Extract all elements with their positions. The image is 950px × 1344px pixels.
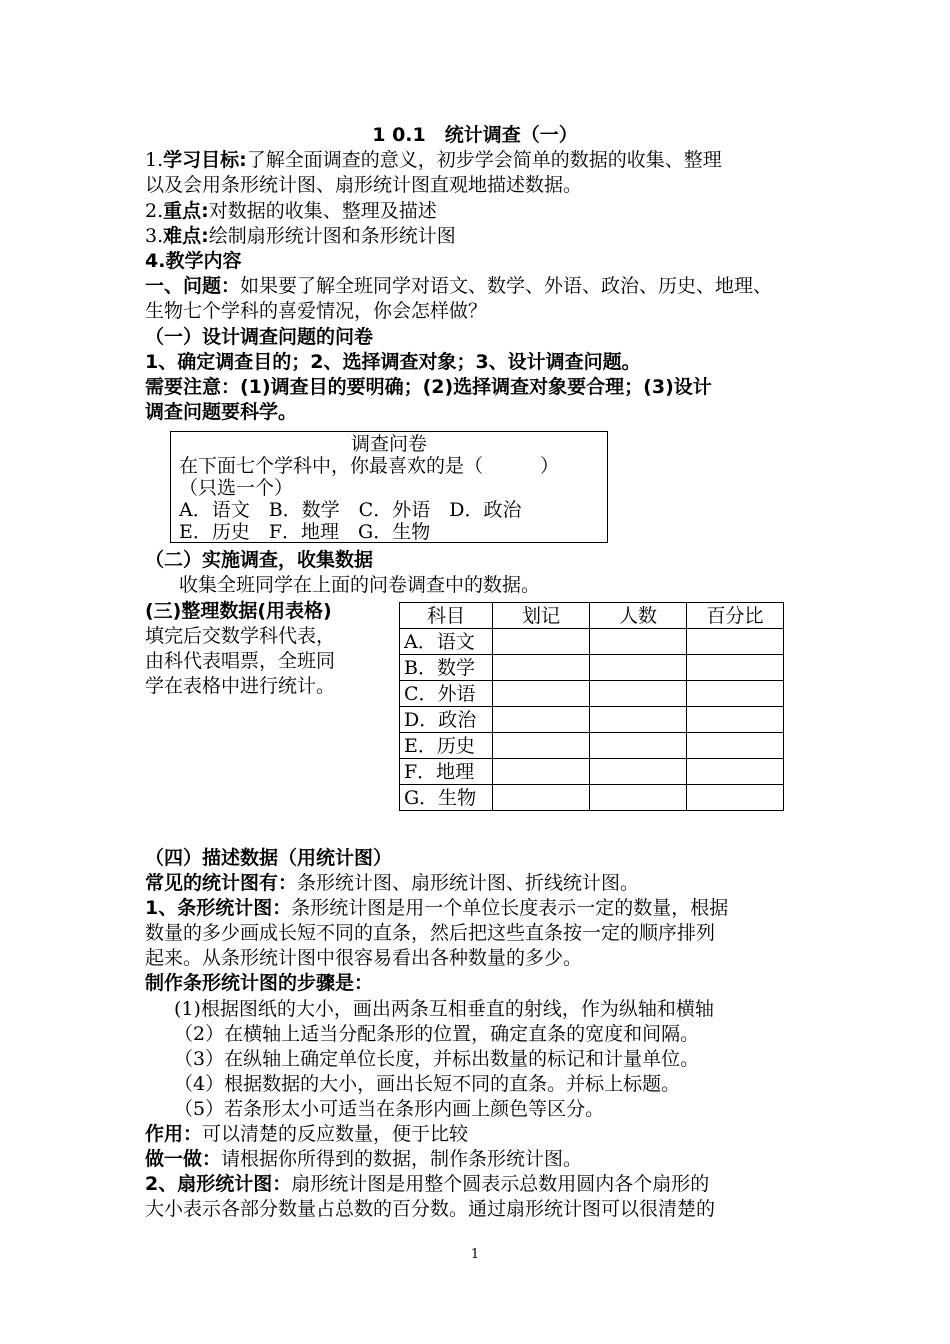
- step-item-5: （5）若条形太小可适当在条形内画上颜色等区分。: [174, 1098, 605, 1120]
- table-row: [400, 759, 784, 785]
- questionnaire-box: [170, 431, 608, 543]
- row-subject: F．地理: [400, 759, 493, 785]
- table-header-row: [400, 603, 784, 629]
- use-label: 作用：: [145, 1123, 203, 1145]
- section1-heading: （一）设计调查问题的问卷: [145, 326, 374, 348]
- percent-cell: [687, 707, 784, 733]
- percent-cell: [687, 785, 784, 811]
- problem-text-1: 如果要了解全班同学对语文、数学、外语、政治、历史、地理、: [240, 275, 773, 297]
- header-percent: 百分比: [687, 603, 784, 629]
- bar-chart-line-1: [145, 896, 728, 921]
- count-cell: [590, 629, 687, 655]
- key-point-text: 对数据的收集、整理及描述: [208, 200, 437, 222]
- percent-cell: [687, 759, 784, 785]
- step-item-1: (1)根据图纸的大小，画出两条互相垂直的射线，作为纵轴和横轴: [174, 998, 714, 1020]
- header-subject: 科目: [400, 603, 493, 629]
- count-cell: [590, 655, 687, 681]
- page-number: 1: [470, 1247, 480, 1262]
- section3-text-1: 填完后交数学科代表，: [145, 625, 336, 647]
- table-row: [400, 707, 784, 733]
- objective-text-1: 了解全面调查的意义，初步学会简单的数据的收集、整理: [246, 149, 722, 171]
- table-row: [400, 785, 784, 811]
- tally-cell: [493, 629, 590, 655]
- content-heading: 4.教学内容: [145, 250, 242, 272]
- row-subject: B．数学: [400, 655, 493, 681]
- common-charts-text: 条形统计图、扇形统计图、折线统计图。: [297, 872, 640, 894]
- questionnaire-hint: （只选一个）: [179, 477, 294, 499]
- bar-chart-text-1: 条形统计图是用一个单位长度表示一定的数量，根据: [291, 897, 729, 919]
- bar-chart-label: 1、条形统计图：: [145, 897, 292, 919]
- objective-label: 学习目标:: [163, 149, 247, 171]
- pie-chart-line-1: [145, 1172, 709, 1197]
- count-cell: [590, 707, 687, 733]
- section1-steps: 1、确定调查目的；2、选择调查对象；3、设计调查问题。: [145, 351, 641, 373]
- common-charts-label: 常见的统计图有：: [145, 872, 298, 894]
- objective-line-2: 以及会用条形统计图、扇形统计图直观地描述数据。: [145, 174, 583, 196]
- difficulty-text: 绘制扇形统计图和条形统计图: [208, 225, 456, 247]
- pie-chart-text-1: 扇形统计图是用整个圆表示总数用圆内各个扇形的: [291, 1173, 710, 1195]
- try-line: [145, 1147, 582, 1172]
- objective-line-1: [145, 148, 722, 173]
- percent-cell: [687, 655, 784, 681]
- count-cell: [590, 681, 687, 707]
- tally-cell: [493, 759, 590, 785]
- use-text: 可以清楚的反应数量，便于比较: [202, 1123, 469, 1145]
- percent-cell: [687, 681, 784, 707]
- header-count: 人数: [590, 603, 687, 629]
- problem-line-2: 生物七个学科的喜爱情况，你会怎样做？: [145, 300, 488, 322]
- section3-heading: (三)整理数据(用表格): [145, 600, 332, 622]
- problem-label: 一、问题：: [145, 275, 241, 297]
- table-row: [400, 629, 784, 655]
- try-text: 请根据你所得到的数据，制作条形统计图。: [221, 1148, 583, 1170]
- bar-chart-line-3: 起来。从条形统计图中很容易看出各种数量的多少。: [145, 947, 583, 969]
- step-item-2: （2）在横轴上适当分配条形的位置，确定直条的宽度和间隔。: [174, 1023, 700, 1045]
- difficulty-prefix: 3.: [145, 225, 164, 247]
- page-title: 1 0.1 统计调查（一）: [372, 124, 578, 146]
- questionnaire-options-row-2: E．历史 F．地理 G．生物: [179, 521, 431, 543]
- key-point-label: 重点:: [163, 200, 209, 222]
- section3-text-3: 学在表格中进行统计。: [145, 675, 336, 697]
- tally-cell: [493, 681, 590, 707]
- header-tally: 划记: [493, 603, 590, 629]
- row-subject: G．生物: [400, 785, 493, 811]
- use-line: [145, 1122, 468, 1147]
- table-row: [400, 681, 784, 707]
- row-subject: C．外语: [400, 681, 493, 707]
- tally-table: [399, 602, 784, 811]
- section1-note-1: 需要注意：(1)调查目的要明确；(2)选择调查对象要合理；(3)设计: [145, 376, 712, 398]
- pie-chart-label: 2、扇形统计图：: [145, 1173, 292, 1195]
- section2-heading: （二）实施调查，收集数据: [145, 549, 374, 571]
- questionnaire-question: 在下面七个学科中，你最喜欢的是（ ）: [179, 455, 560, 477]
- tally-cell: [493, 707, 590, 733]
- tally-cell: [493, 733, 590, 759]
- step-item-4: （4）根据数据的大小，画出长短不同的直条。并标上标题。: [174, 1073, 681, 1095]
- difficulty-label: 难点:: [163, 225, 209, 247]
- questionnaire-title: 调查问卷: [350, 433, 427, 455]
- percent-cell: [687, 733, 784, 759]
- table-row: [400, 733, 784, 759]
- try-label: 做一做：: [145, 1148, 222, 1170]
- count-cell: [590, 733, 687, 759]
- key-point-prefix: 2.: [145, 200, 164, 222]
- questionnaire-options-row-1: A．语文 B．数学 C．外语 D．政治: [179, 499, 522, 521]
- percent-cell: [687, 629, 784, 655]
- objective-prefix: 1.: [145, 149, 164, 171]
- key-point-line: [145, 199, 437, 224]
- tally-cell: [493, 785, 590, 811]
- row-subject: D．政治: [400, 707, 493, 733]
- count-cell: [590, 785, 687, 811]
- row-subject: E．历史: [400, 733, 493, 759]
- steps-heading: 制作条形统计图的步骤是：: [145, 972, 374, 994]
- step-item-3: （3）在纵轴上确定单位长度，并标出数量的标记和计量单位。: [174, 1048, 700, 1070]
- row-subject: A．语文: [400, 629, 493, 655]
- problem-line-1: [145, 274, 772, 299]
- section1-note-2: 调查问题要科学。: [145, 401, 298, 423]
- difficulty-line: [145, 224, 456, 249]
- section2-text: 收集全班同学在上面的问卷调查中的数据。: [179, 574, 541, 596]
- bar-chart-line-2: 数量的多少画成长短不同的直条，然后把这些直条按一定的顺序排列: [145, 922, 716, 944]
- common-charts-line: [145, 871, 639, 896]
- tally-cell: [493, 655, 590, 681]
- section3-text-2: 由科代表唱票，全班同: [145, 650, 336, 672]
- pie-chart-line-2: 大小表示各部分数量占总数的百分数。通过扇形统计图可以很清楚的: [145, 1198, 716, 1220]
- section4-heading: （四）描述数据（用统计图）: [145, 847, 393, 869]
- table-row: [400, 655, 784, 681]
- count-cell: [590, 759, 687, 785]
